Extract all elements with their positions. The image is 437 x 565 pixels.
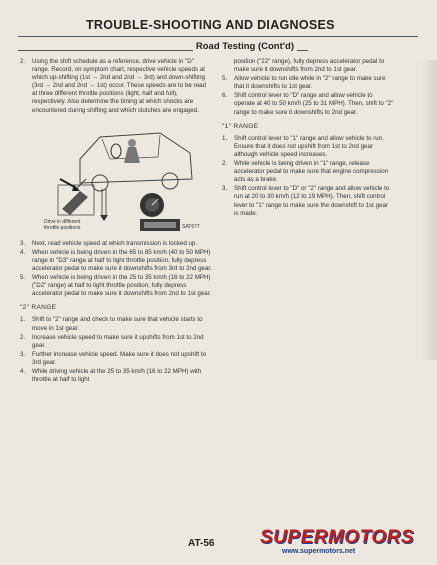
left-column [20, 58, 212, 385]
list-item: 5. When vehicle is being driven in the 25 to 35 km/h (16 to 22 MPH) ("D2" range) at half to light throttle position, fully depress accelerator pedal to make sure it downshifts from 2nd to 1st gear. [20, 274, 212, 298]
car-driving-illustration [40, 119, 200, 234]
section-title: Road Testing (Cont'd) [193, 41, 297, 52]
list-item: 2. Using the shift schedule as a reference, drive vehicle in "D" range. Record, on symptom chart, respective vehicle speeds at which up-shifting (1st → 2nd and 2nd → 3rd) and down-shifting (3rd → 2nd and 2nd → 1st) occur. These speeds are to be read at three different throttle positions (light, half and full), respectively. Also determine the timing at which shocks are encountered during shifting and which clutches are engaged. [20, 58, 206, 114]
logo-text: SUPERMOTORS [260, 527, 415, 548]
figure-caption: Drive in different throttle positions [44, 218, 81, 231]
list-item: 4. While driving vehicle at the 25 to 35 km/h (16 to 22 MPH) with throttle at half to light [20, 367, 202, 384]
list-item: 3. Further increase vehicle speed. Make sure it does not upshift to 3rd gear. [20, 350, 207, 366]
header-rule [18, 36, 418, 37]
road-test-illustration [40, 119, 200, 234]
supermotors-logo [260, 527, 415, 558]
range-1-heading: "1" RANGE [222, 122, 259, 130]
right-column [222, 58, 394, 219]
list-item: 3. Shift control lever to "D" or "2" range and allow vehicle to run at 20 to 30 km/h (12 to 19 MPH). Then, shift control lever to "1" range to make sure the downshift to 1st gear is made. [222, 185, 390, 217]
list-item: 6. Shift control lever to "D" range and allow vehicle to operate at 40 to 50 km/h (25 to 31 MPH). Then, shift to "2" range to make sure it downshifts to 2nd gear. [222, 92, 394, 116]
list-item: 4. When vehicle is being driven in the 65 to 85 km/h (40 to 50 MPH) range in "D3" range at half to light throttle position, fully depress accelerator pedal to make sure it downshifts from 3rd to 2nd gear. [20, 248, 212, 272]
adjacent-page-edge [421, 60, 437, 360]
page-number: AT-56 [188, 538, 215, 549]
page-header: TROUBLE-SHOOTING AND DIAGNOSES [86, 18, 335, 32]
continued-text: position ("22" range), fully depress accelerator pedal to make sure it downshifts from 2nd to 1st gear. [234, 58, 385, 74]
logo-url: www.supermotors.net [282, 548, 356, 555]
figure-code: SAT677 [182, 223, 200, 230]
list-item: 3. Next, read vehicle speed at which transmission is locked up. [20, 239, 198, 247]
list-item: 2. While vehicle is being driven in "1" range, release accelerator pedal to make sure that engine compression acts as a brake. [222, 160, 389, 184]
list-item: 2. Increase vehicle speed to make sure it upshifts from 1st to 2nd gear. [20, 333, 204, 349]
list-item: 5. Allow vehicle to run idle while in "2" range to make sure that it downshifts to 1st gear. [222, 75, 386, 91]
list-item: 1. Shift to "2" range and check to make sure that vehicle starts to move in 1st gear. [20, 316, 203, 332]
list-item: 1. Shift control lever to "1" range and allow vehicle to run. Ensure that it does not upshift from 1st to 2nd gear although vehicle speed increases. [222, 134, 384, 158]
range-2-heading: "2" RANGE [20, 304, 57, 312]
